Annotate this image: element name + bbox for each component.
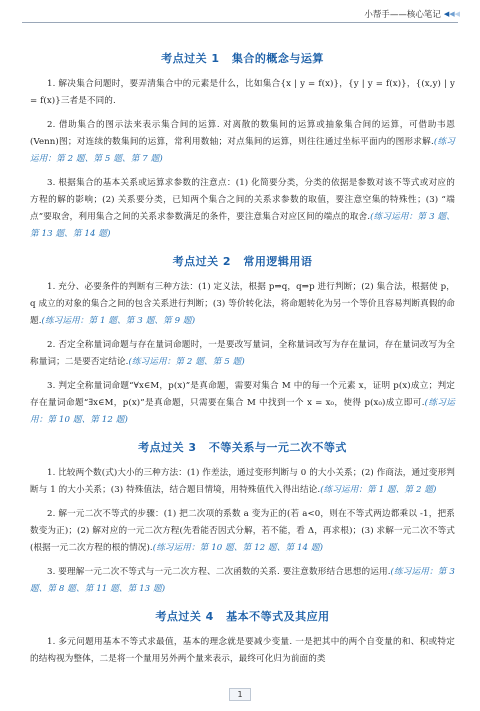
note-paragraph [30, 337, 455, 371]
practice-ref: (练习运用：第 1 题、第 2 题) [320, 485, 437, 495]
note-text: 3. 判定全称量词命题“∀x∈M，p(x)”是真命题，需要对集合 M 中的每一个元素 x，证明 p(x)成立；判定存在量词命题“∃x∈M，p(x)”是真命题，只需要在集合 M 中找到一个 x = x₀，使得 p(x₀)成立即可. [30, 381, 455, 408]
note-paragraph [30, 175, 455, 243]
practice-ref: (练习运用：第 3 题、第 8 题、第 11 题、第 13 题) [30, 567, 456, 594]
note-text: 2. 否定全称量词命题与存在量词命题时，一是要改写量词，全称量词改写为存在量词，存在量词改写为全称量词；二是要否定结论. [30, 340, 455, 367]
header-tag [358, 6, 460, 22]
page-number: 1 [229, 688, 250, 701]
note-paragraph [30, 634, 455, 668]
header-arrows [444, 11, 460, 18]
practice-ref: (练习运用：第 1 题、第 3 题、第 9 题) [41, 316, 196, 326]
section-2 [30, 253, 455, 429]
section-number: 考点过关 1 [161, 52, 220, 65]
page-footer [0, 688, 480, 701]
section-number: 考点过关 3 [138, 441, 197, 454]
note-paragraph [30, 465, 455, 499]
practice-ref: (练习运用：第 10 题、第 12 题、第 14 题) [152, 543, 324, 553]
arrow-left-icon: ◀ [449, 9, 455, 18]
practice-ref: (练习运用：第 2 题、第 5 题) [128, 357, 245, 367]
section-heading: 不等关系与一元二次不等式 [208, 441, 347, 454]
note-text: 3. 要理解一元二次不等式与一元二次方程、二次函数的关系. 要注意数形结合思想的运用. [47, 567, 391, 577]
note-text: 1. 比较两个数(式)大小的三种方法：(1) 作差法，通过变形判断与 0 的大小关系；(2) 作商法，通过变形判断与 1 的大小关系；(3) 特殊值法，结合题目情境，用特殊值代入得出结论. [30, 468, 455, 495]
section-3 [30, 439, 455, 598]
section-heading: 常用逻辑用语 [243, 255, 313, 268]
note-paragraph [30, 117, 455, 168]
note-paragraph [30, 279, 455, 330]
arrow-left-icon: ◀ [443, 9, 450, 18]
section-title [30, 50, 455, 66]
practice-ref: (练习运用：第 3 题、第 13 题、第 14 题) [30, 212, 455, 239]
note-text: 2. 借助集合的图示法来表示集合间的运算. 对离散的数集间的运算或抽象集合间的运算，可借助韦恩(Venn)图；对连续的数集间的运算，常利用数轴；对点集间的运算，则往往通过坐标平面内的图形求解. [30, 120, 455, 147]
practice-ref: (练习运用：第 2 题、第 5 题、第 7 题) [30, 137, 455, 164]
section-heading: 集合的概念与运算 [231, 52, 324, 65]
section-title [30, 253, 455, 269]
note-text: 1. 解决集合问题时，要弄清集合中的元素是什么，比如集合{x | y = f(x)}，{y | y = f(x)}，{(x,y) | y = f(x)}三者是不同的. [30, 79, 455, 106]
section-4 [30, 608, 455, 668]
section-title [30, 439, 455, 455]
section-number: 考点过关 2 [172, 255, 232, 268]
note-text: 3. 根据集合的基本关系或运算求参数的注意点：(1) 化简要分类，分类的依据是参数对该不等式或对应的方程的解的影响；(2) 关系要分类，已知两个集合之间的关系求参数的取值，要注意空集的特殊性；(3) “端点”要取舍，利用集合之间的关系求参数满足的条件，要注意集合对应区间的端点的取舍. [30, 178, 455, 222]
note-text: 2. 解一元二次不等式的步骤：(1) 把二次项的系数 a 变为正的(若 a<0，则在不等式两边都乘以 -1，把系数变为正)；(2) 解对应的一元二次方程(先看能否因式分解，若不能，看 Δ，再求根)；(3) 求解一元二次不等式(根据一元二次方程的根的情况). [30, 509, 455, 553]
note-paragraph [30, 378, 455, 429]
header-label: 小帮手——核心笔记 [364, 10, 441, 20]
section-title [30, 608, 455, 624]
page-header [0, 0, 480, 34]
section-1 [30, 50, 455, 243]
note-paragraph [30, 506, 455, 557]
practice-ref: (练习运用：第 10 题、第 12 题) [30, 398, 455, 425]
page-content [30, 50, 455, 678]
section-heading: 基本不等式及其应用 [226, 610, 330, 623]
note-text: 1. 多元问题用基本不等式求最值，基本的理念就是要减少变量. 一是把其中的两个自变量的和、积或特定的结构视为整体，二是将一个量用另外两个量来表示，最终可化归为前面的类 [30, 637, 455, 664]
arrow-left-icon: ◀ [454, 9, 460, 18]
note-text: 1. 充分、必要条件的判断有三种方法：(1) 定义法，根据 p⇒q，q⇒p 进行判断；(2) 集合法，根据使 p，q 成立的对象的集合之间的包含关系进行判断；(3) 等价转化法，将命题转化为另一个等价且容易判断真假的命题. [30, 282, 455, 326]
note-paragraph [30, 564, 455, 598]
note-paragraph [30, 76, 455, 110]
section-number: 考点过关 4 [155, 610, 214, 623]
header-rule [22, 22, 458, 23]
